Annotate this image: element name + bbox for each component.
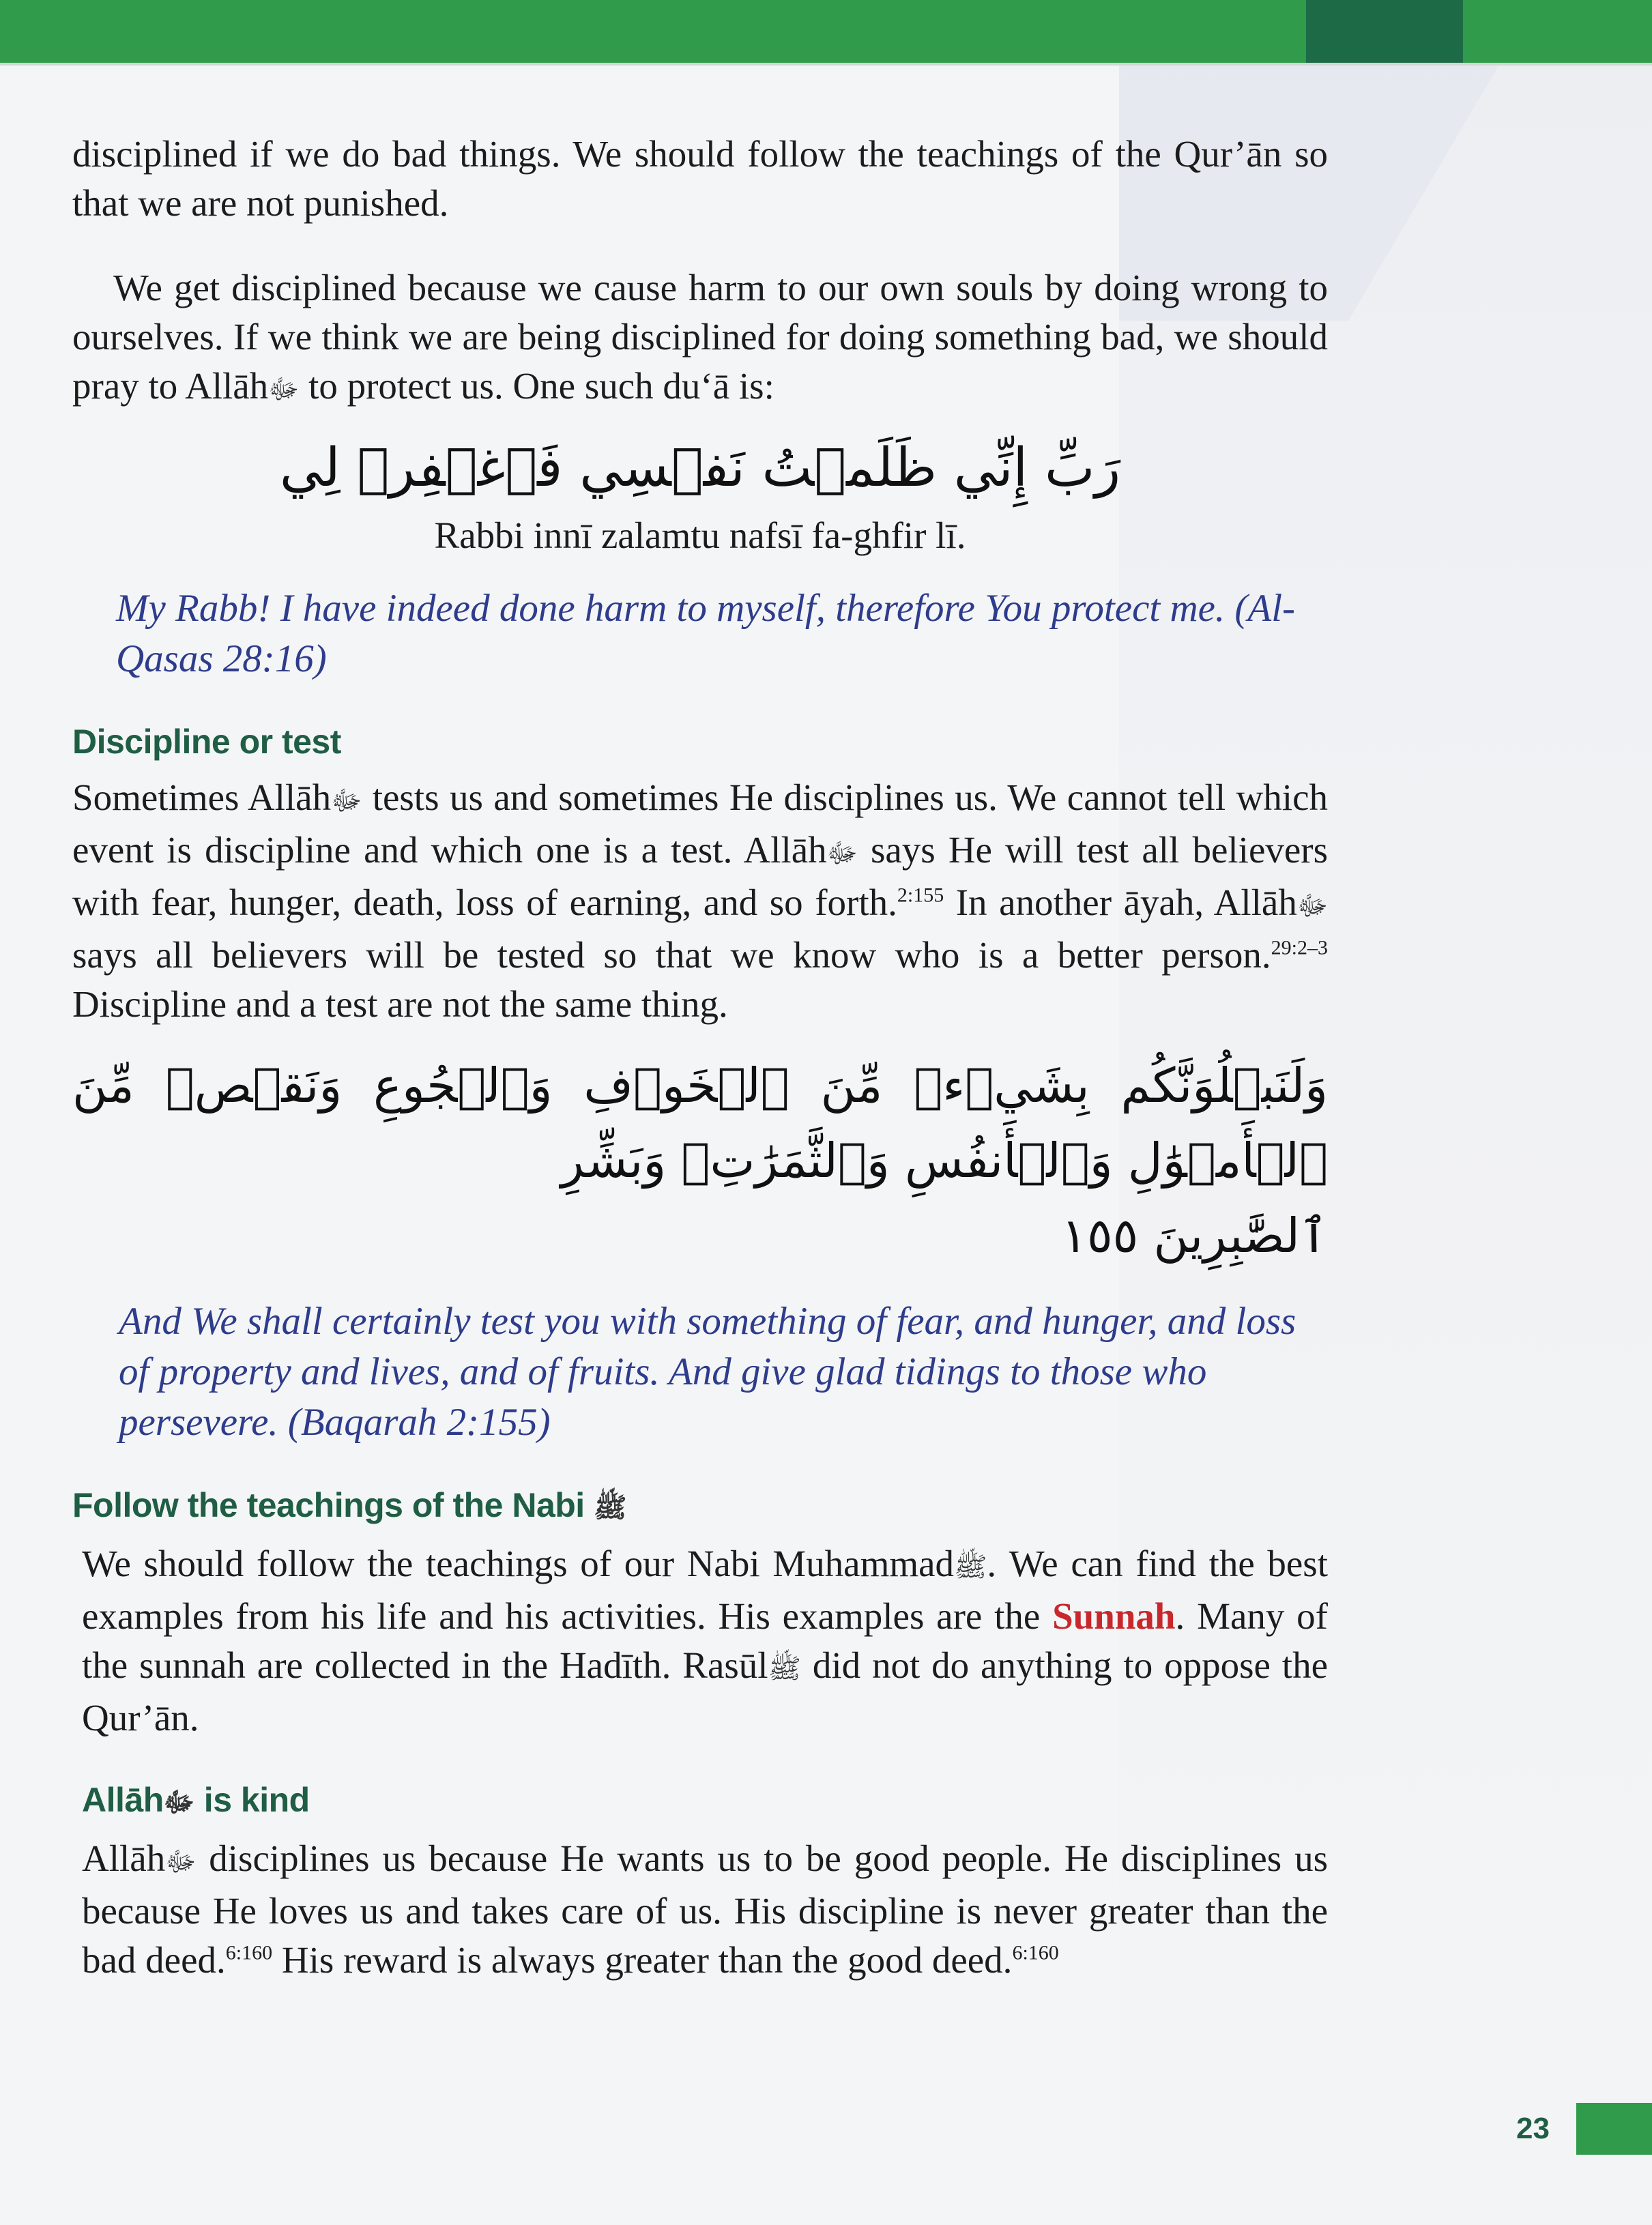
text-span: to protect us. One such du‘ā is: — [299, 365, 774, 407]
text-span: Allāh — [82, 1837, 166, 1879]
reference: 29:2–3 — [1271, 936, 1328, 959]
text-span: We should follow the teachings of our Nabi Muhammad — [82, 1543, 955, 1584]
ayah-arabic-line-2: ٱلصَّٰبِرِينَ ١٥٥ — [1061, 1208, 1328, 1264]
reference: 6:160 — [1012, 1941, 1059, 1964]
honorific-allah-icon: ﷻ — [165, 1846, 197, 1878]
text-span: says He will test all believers with fear, hunger, death, loss of earning, and so forth. — [72, 829, 1328, 923]
text-span: Sometimes Allāh — [72, 776, 332, 818]
dua-translation: My Rabb! I have indeed done harm to myself, therefore You protect me. (Al-Qasas 28:16) — [116, 587, 1296, 680]
paragraph-follow-nabi — [72, 1539, 1328, 1743]
text-span: says all believers will be tested so that we know who is a better person. — [72, 934, 1271, 976]
section-heading-follow-nabi — [72, 1483, 1328, 1530]
reference: 2:155 — [897, 884, 944, 907]
ayah-translation: And We shall certainly test you with something of fear, and hunger, and loss of property and lives, and of fruits. And give glad tidings to those who persevere. (Baqarah 2:155) — [119, 1300, 1296, 1444]
heading-text: Follow the teachings of the Nabi — [72, 1486, 585, 1524]
heading-text: is kind — [194, 1781, 310, 1819]
honorific-nabi-icon: ﷺ — [594, 1492, 627, 1524]
text-span: His reward is always greater than the good deed. — [272, 1939, 1013, 1981]
paragraph-dua-intro — [72, 263, 1328, 414]
sunnah-highlight: Sunnah — [1052, 1595, 1176, 1637]
header-band-accent — [1306, 0, 1463, 63]
page-number-tab — [1576, 2103, 1652, 2155]
honorific-allah-icon: ﷻ — [331, 785, 362, 817]
header-divider — [0, 63, 1652, 66]
text-span: In another āyah, Allāh — [944, 882, 1297, 923]
section-heading-allah-is-kind — [72, 1778, 1328, 1824]
honorific-nabi-icon: ﷺ — [768, 1653, 801, 1685]
text-span: Discipline and a test are not the same thing. — [72, 983, 728, 1025]
text-span: did not do anything to oppose the Qur’ān. — [82, 1644, 1328, 1739]
honorific-allah-icon: ﷻ — [163, 1787, 194, 1818]
text-span: disciplines us because He wants us to be good people. He disciplines us because He loves us and takes care of us. His discipline is never greater than the bad deed. — [82, 1837, 1328, 1981]
honorific-allah-icon: ﷻ — [1296, 890, 1328, 922]
paragraph-allah-is-kind — [72, 1834, 1328, 1985]
text-span: . Many of the sunnah are collected in the Hadīth. Rasūl — [82, 1595, 1328, 1686]
honorific-allah-icon: ﷻ — [826, 838, 858, 869]
paragraph-discipline-or-test — [72, 773, 1328, 1029]
text-span: We get disciplined because we cause harm to our own souls by doing wrong to ourselves. If we think we are being disciplined for doing something bad, we should pray to Allāh — [72, 267, 1328, 407]
ayah-arabic-line-1: وَلَنَبۡلُوَنَّكُم بِشَيۡءٖ مِّنَ ٱلۡخَوۡفِ وَٱلۡجُوعِ وَنَقۡصٖ مِّنَ ٱلۡأَمۡوَٰلِ وَٱلۡأَنفُسِ وَٱلثَّمَرَٰتِۗ وَبَشِّرِ — [72, 1058, 1328, 1189]
paragraph-continued: disciplined if we do bad things. We should follow the teachings of the Qur’ān so that we are not punished. — [72, 133, 1328, 224]
honorific-nabi-icon: ﷺ — [954, 1552, 987, 1583]
dua-transliteration: Rabbi innī zalamtu nafsī fa-ghfir lī. — [434, 514, 966, 556]
reference: 6:160 — [225, 1941, 273, 1964]
section-heading-discipline-or-test: Discipline or test — [72, 723, 341, 761]
text-span: tests us and sometimes He disciplines us. We cannot tell which event is discipline and which one is a test. Allāh — [72, 776, 1328, 871]
dua-arabic: رَبِّ إِنِّي ظَلَمۡتُ نَفۡسِي فَٱغۡفِرۡ لِي — [279, 437, 1121, 499]
text-span: . We can find the best examples from his life and his activities. His examples are the — [82, 1543, 1328, 1637]
honorific-allah-icon: ﷻ — [268, 374, 300, 405]
heading-text: Allāh — [82, 1781, 164, 1819]
page-number: 23 — [1516, 2112, 1550, 2145]
page-content — [72, 130, 1328, 1985]
